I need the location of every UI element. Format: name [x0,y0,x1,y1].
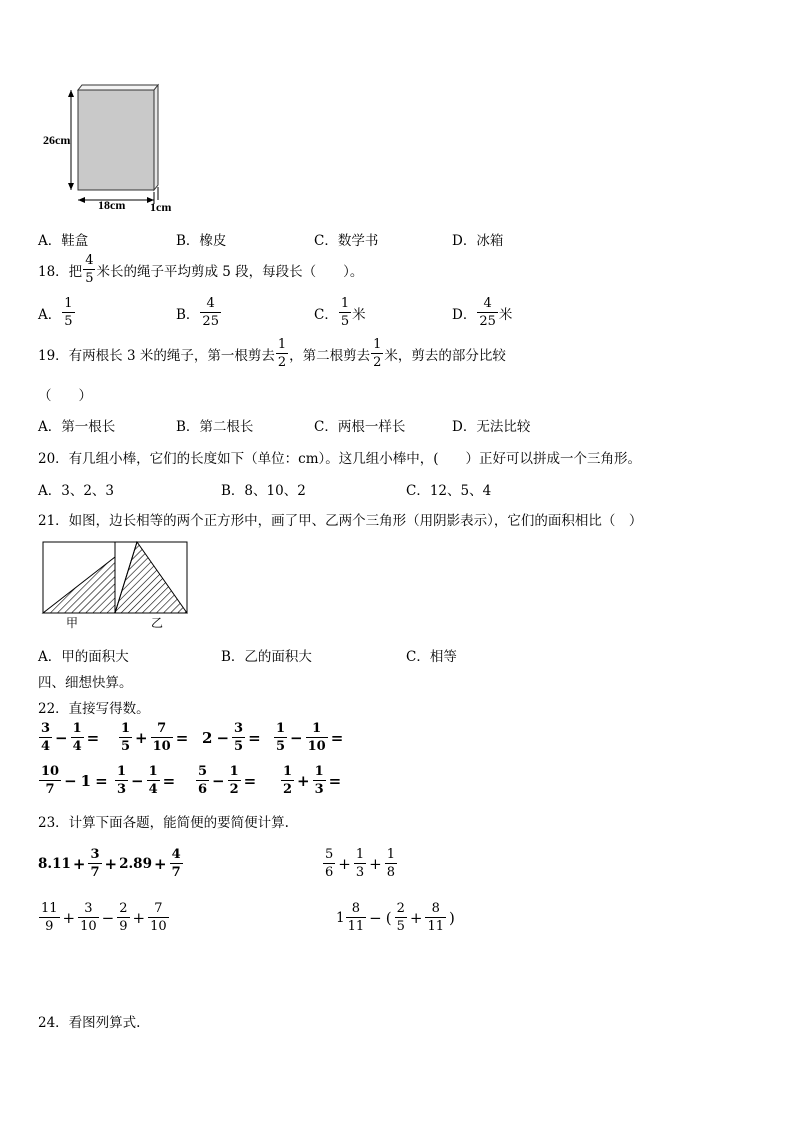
q24-stem: 24．看图列算式. [38,1015,141,1031]
q22-item-4: $\frac{1}{5}$ − $\frac{1}{10}$ = [276,721,344,754]
q22-item-5: $\frac{10}{7}$ − 1 = [41,764,108,797]
q19-option-c[interactable]: C．两根一样长 [314,419,406,435]
height-label: 26cm [43,133,71,147]
q23-stem: 23．计算下面各题，能简便的要简便计算. [38,815,289,831]
label-jia: 甲 [66,616,79,630]
q22-item-6: $\frac{1}{3}$ − $\frac{1}{4}$ = [117,764,176,797]
q17-option-b[interactable]: B．橡皮 [176,233,227,249]
q23-expr-4: 1 $\frac{8}{11}$ − ( $\frac{2}{5}$ + $\frac{8}{11}$ ) [336,901,455,934]
q20-option-a[interactable]: A．3、2、3 [38,483,115,499]
q18-stem: 18．把 $\frac{4}{5}$ 米长的绳子平均剪成 5 段，每段长（ ）。 [38,253,364,286]
q17-option-c[interactable]: C．数学书 [314,233,379,249]
q18-option-c[interactable]: C． $\frac{1}{5}$ 米 [314,296,366,329]
q18-option-a[interactable]: A． $\frac{1}{5}$ [38,296,73,329]
q19-option-d[interactable]: D．无法比较 [452,419,531,435]
q17-option-d[interactable]: D．冰箱 [452,233,504,249]
label-yi: 乙 [151,616,164,630]
q20-option-c[interactable]: C．12、5、4 [406,483,492,499]
depth-label: 1cm [150,200,172,214]
q17-option-a[interactable]: A．鞋盒 [38,233,89,249]
q21-squares-figure [40,538,192,630]
q22-item-8: $\frac{1}{2}$ + $\frac{1}{3}$ = [283,764,342,797]
q18-fraction: $\frac{4}{5}$ [85,253,94,286]
q19-option-b[interactable]: B．第二根长 [176,419,254,435]
q19-stem: 19．有两根长 3 米的绳子，第一根剪去 $\frac{1}{2}$ ，第二根剪去 $\frac{1}{2}$ 米，剪去的部分比较 [38,337,506,370]
section-heading: 四、细想快算。 [38,675,133,691]
q23-expr-3: $\frac{11}{9}$ + $\frac{3}{10}$ − $\frac{2}{9}$ + $\frac{7}{10}$ [41,901,167,934]
q20-stem: 20．有几组小棒，它们的长度如下（单位：cm）。这几组小棒中，( ）正好可以拼成一个三角形。 [38,451,642,467]
q19-option-a[interactable]: A．第一根长 [38,419,116,435]
q19-answer-blank[interactable]: （ ） [38,388,92,404]
q22-item-3: 2 − $\frac{3}{5}$ = [202,721,261,754]
q22-item-2: $\frac{1}{5}$ + $\frac{7}{10}$ = [121,721,189,754]
q18-option-d[interactable]: D． $\frac{4}{25}$ 米 [452,296,513,329]
q20-option-b[interactable]: B．8、10、2 [221,483,306,499]
q23-expr-2: $\frac{5}{6}$ + $\frac{1}{3}$ + $\frac{1}{8}$ [325,847,395,880]
q21-stem: 21．如图，边长相等的两个正方形中，画了甲、乙两个三角形（用阴影表示），它们的面积相比（ ） [38,513,643,529]
book-figure [40,80,190,220]
q21-option-b[interactable]: B．乙的面积大 [221,649,312,665]
q22-stem: 22．直接写得数。 [38,701,150,717]
q22-item-1: $\frac{3}{4}$ − $\frac{1}{4}$ = [41,721,100,754]
q23-expr-1: 8.11 + $\frac{3}{7}$ + 2.89 + $\frac{4}{7}$ [38,847,181,880]
q21-option-c[interactable]: C．相等 [406,649,457,665]
q21-option-a[interactable]: A．甲的面积大 [38,649,129,665]
q22-item-7: $\frac{5}{6}$ − $\frac{1}{2}$ = [198,764,257,797]
width-label: 18cm [98,198,126,212]
q18-option-b[interactable]: B． $\frac{4}{25}$ [176,296,219,329]
